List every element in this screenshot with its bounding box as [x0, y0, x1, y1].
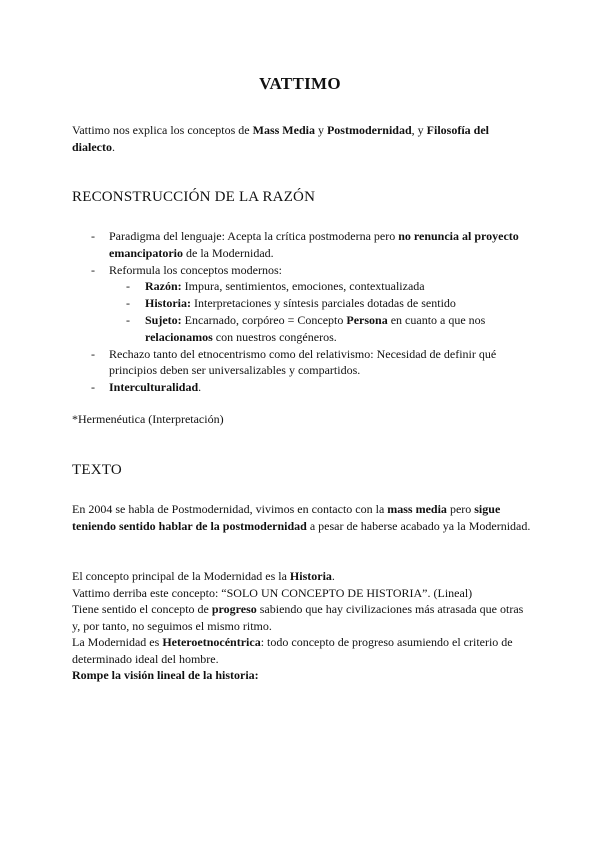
text-run: sabiendo que hay civilizaciones más atrasada que otras y, por tanto, no seguimos el mismo ritmo. [72, 602, 524, 633]
text-run: : todo concepto de progreso asumiendo el criterio de determinado ideal del hombre. [72, 635, 513, 666]
bold-run: Persona [346, 312, 388, 327]
text-run: Tiene sentido el concepto de [72, 602, 212, 616]
bold-run: Mass Media [252, 123, 315, 137]
text-run: . [198, 380, 202, 395]
sublist-item [109, 312, 542, 346]
hermeneutica-note: *Hermenéutica (Interpretación) [72, 412, 224, 426]
bold-run: Razón: [145, 279, 182, 294]
text-run: Reformula los conceptos modernos: [109, 262, 282, 277]
sublist [109, 278, 542, 345]
bold-run: Postmodernidad [326, 123, 412, 137]
text-run: Encarnado, corpóreo = Concepto [181, 312, 347, 327]
list-item [72, 379, 542, 396]
texto-paragraph-2 [72, 568, 532, 684]
text-run: . [331, 569, 335, 583]
text-run: La Modernidad es [72, 635, 163, 649]
razon-list [72, 228, 542, 396]
bold-run: Historia: [145, 296, 191, 311]
bold-run: Filosofía del dialecto [72, 123, 489, 154]
bold-run: relacionamos [145, 329, 213, 344]
text-run: y [314, 123, 327, 137]
text-run: En 2004 se habla de Postmodernidad, vivimos en contacto con la [72, 502, 388, 516]
bold-run: Historia [289, 569, 332, 583]
bold-run: Interculturalidad [109, 380, 199, 395]
section-heading-texto: TEXTO [72, 462, 122, 478]
text-run: Impura, sentimientos, emociones, contextualizada [181, 279, 425, 294]
text-run: Rechazo tanto del etnocentrismo como del relativismo: Necesidad de definir qué principios deben ser universalizables y compartidos. [109, 346, 497, 378]
text-run: , y [411, 123, 427, 137]
document-title: VATTIMO [259, 74, 341, 93]
text-run: El concepto principal de la Modernidad es la [72, 569, 290, 583]
text-run: con nuestros congéneros. [212, 329, 337, 344]
sublist-item [109, 295, 542, 312]
text-run: de la Modernidad. [183, 245, 274, 260]
text-run: Vattimo derriba este concepto: “SOLO UN CONCEPTO DE HISTORIA”. (Lineal) [72, 585, 473, 600]
bold-run: Rompe la visión lineal de la historia: [72, 668, 259, 682]
bold-run: sigue teniendo sentido hablar de la postmodernidad [72, 502, 501, 533]
section-heading-reconstruccion: RECONSTRUCCIÓN DE LA RAZÓN [72, 189, 316, 205]
sublist-item [109, 278, 542, 295]
text-run: Paradigma del lenguaje: Acepta la crítica postmoderna pero [109, 229, 399, 243]
bold-run: progreso [211, 602, 257, 616]
text-run: pero [446, 502, 475, 516]
bold-run: mass media [387, 502, 447, 516]
list-item [72, 228, 542, 262]
texto-paragraph-1 [72, 501, 532, 534]
intro-paragraph [72, 122, 532, 155]
text-run: Interpretaciones y síntesis parciales dotadas de sentido [191, 296, 456, 311]
list-item [72, 346, 542, 380]
list-item [72, 262, 542, 346]
bold-run: Heteroetnocéntrica [162, 635, 261, 649]
text-run: en cuanto a que nos [387, 312, 486, 327]
bold-run: no renuncia al proyecto emancipatorio [109, 229, 519, 260]
bold-run: Sujeto: [145, 312, 182, 327]
text-run: . [112, 139, 115, 154]
text-run: Vattimo nos explica los conceptos de [72, 123, 253, 137]
text-run: a pesar de haberse acabado ya la Modernidad. [306, 518, 531, 533]
